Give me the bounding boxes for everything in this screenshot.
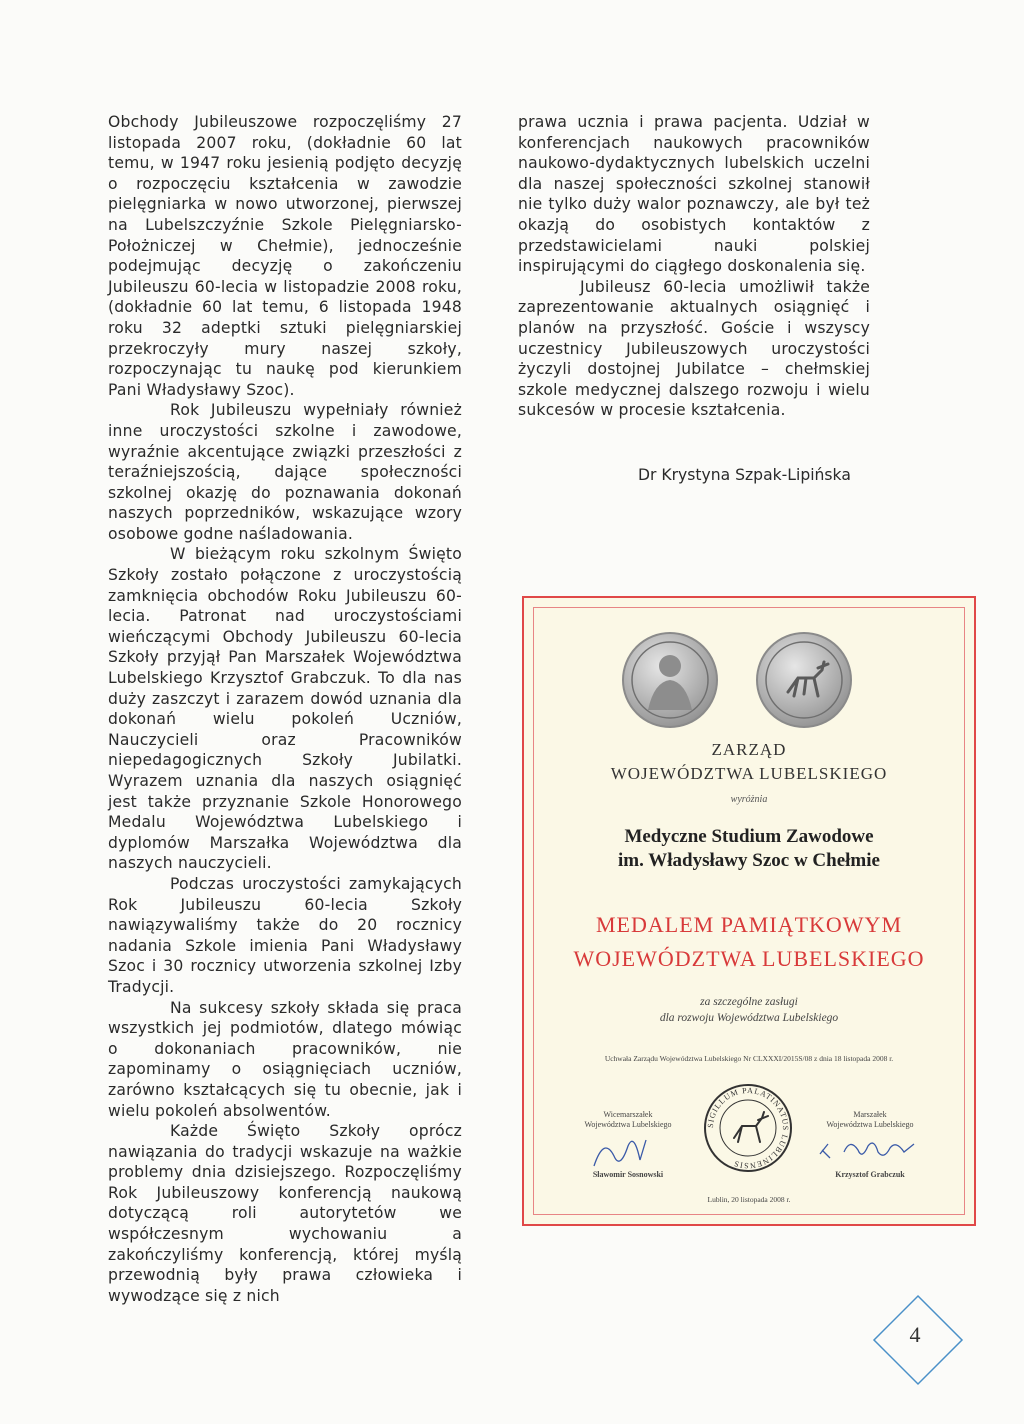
left-signature-scribble [584,1126,664,1176]
certificate-resolution: Uchwała Zarządu Województwa Lubelskiego Nr CLXXXI/2015S/08 z dnia 18 listopada 2008 r. [604,1054,894,1063]
paragraph: Każde Święto Szkoły oprócz nawiązania do tradycji wskazuje na ważkie problemy dnia dzisiejszego. Rozpoczęliśmy Rok Jubileuszowy konferencją naukową dotyczącą roli autorytetów we współczesnym wychowaniu a zakończyliśmy konferencją, której myślą przewodnią były prawa człowieka i wywodzące się z nich [108,1122,462,1305]
certificate-recipient-line2: im. Władysławy Szoc w Chełmie [618,850,880,871]
voivodeship-seal-icon [702,1082,794,1174]
certificate-award-title: MEDALEM PAMIĄTKOWYM [595,912,903,937]
medal-deer-icon [756,632,852,728]
author-signature: Dr Krystyna Szpak-Lipińska [638,466,851,484]
certificate-issuer: ZARZĄD [711,740,787,759]
right-text-column [518,112,870,421]
left-signer-title-line2: Województwa Lubelskiego [584,1120,672,1129]
paragraph: Rok Jubileuszu wypełniały również inne uroczystości szkolne i zawodowe, wyraźnie akcentujące związki przeszłości z teraźniejszością, dające społeczności szkolnej okazję do poznawania dokonań naszych poprzedników, wskazujące wzory osobowe godne naśladowania. [108,401,462,543]
paragraph: Jubileusz 60-lecia umożliwił także zaprezentowanie aktualnych osiągnięć i planów na przyszłość. Goście i wszyscy uczestnicy Jubileuszowych uroczystości życzyli dostojnej Jubilatce – chełmskiej szkole medycznej dalszego rozwoju i wielu sukcesów w procesie kształcenia. [518,277,870,420]
certificate-merit-line2: dla rozwoju Województwa Lubelskiego [659,1012,839,1024]
certificate-date: Lublin, 20 listopada 2008 r. [707,1195,791,1204]
right-signer-name: Krzysztof Grabczuk [835,1170,905,1179]
seal-text: SIGILLUM PALATINATUS LUBLINENSIS [705,1085,791,1171]
paragraph: Obchody Jubileuszowe rozpoczęliśmy 27 listopada 2007 roku, (dokładnie 60 lat temu, w 1947 roku jesienią podjęto decyzję o rozpoczęciu kształcenia w zawodzie pielęgniarka w nowo utworzonej, pierwszej na Lubelszczyźnie Szkole Pielęgniarsko-Położniczej w Chełmie), jednocześnie podejmując decyzję o zakończeniu Jubileuszu 60-lecia w listopadzie 2008 roku, (dokładnie 60 lat temu, 6 listopada 1948 roku 32 adeptki sztuki pielęgniarskiej przekroczyły mury naszej szkoły, rozpoczynając tu naukę pod kierunkiem Pani Władysławy Szoc). [108,113,462,399]
paragraph: prawa ucznia i prawa pacjenta. Udział w konferencjach naukowych pracowników naukowo-dydaktycznych lubelskich uczelni dla naszej społeczności szkolnej stanowił nie tylko duży walor poznawczy, ale był też okazją do osobistych kontaktów z przedstawicielami nauki polskiej inspirującymi do ciągłego doskonalenia się. [518,113,870,276]
right-signer-title: Marszałek [853,1110,887,1119]
certificate-issuer-line2: WOJEWÓDZTWA LUBELSKIEGO [610,764,888,783]
paragraph: Na sukcesy szkoły składa się praca wszystkich jej podmiotów, dlatego mówiąc o dokonaniach pracowników, nie zapominamy o osiągnięciach uczniów, zarówno kształcących się tu obecnie, jak i wielu pokoleń absolwentów. [108,998,462,1120]
certificate-honors-word: wyróżnia [730,794,768,805]
page-number: 4 [909,1322,921,1347]
medal-portrait-icon [622,632,718,728]
certificate-recipient: Medyczne Studium Zawodowe [624,826,874,847]
paragraph: Podczas uroczystości zamykających Rok Jubileuszu 60-lecia Szkoły nawiązywaliśmy także do 20 rocznicy nadania Szkole imienia Pani Władysławy Szoc i 30 rocznicy utworzenia szkolnej Izby Tradycji. [108,874,462,996]
left-signer-name: Sławomir Sosnowski [592,1170,664,1179]
certificate-merit: za szczególne zasługi [700,996,798,1008]
paragraph: W bieżącym roku szkolnym Święto Szkoły zostało połączone z uroczystością zamknięcia obchodów Roku Jubileuszu 60-lecia. Patronat nad uroczystościami wieńczącymi Obchody Jubileuszu 60-lecia Szkoły przyjął Pan Marszałek Województwa Lubelskiego Krzysztof Grabczuk. To dla nas duży zaszczyt i zarazem dowód uznania dla dokonań wielu pokoleń Uczniów, Nauczycieli oraz Pracowników niepedagogicznych Szkoły Jubilatki. Wyrazem uznania dla naszych osiągnięć jest także przyznanie Szkole Honorowego Medalu Województwa Lubelskiego i dyplomów Marszałka Województwa dla naszych nauczycieli. [108,545,462,873]
certificate-award-title-line2: WOJEWÓDZTWA LUBELSKIEGO [573,946,925,971]
right-signature-scribble [814,1134,934,1166]
svg-text:SIGILLUM PALATINATUS LUBLINENS [706,1086,790,1170]
award-certificate [522,596,976,1226]
right-signer-title-line2: Województwa Lubelskiego [826,1120,914,1129]
left-signer-title: Wicemarszałek [603,1110,653,1119]
left-text-column [108,112,462,1306]
